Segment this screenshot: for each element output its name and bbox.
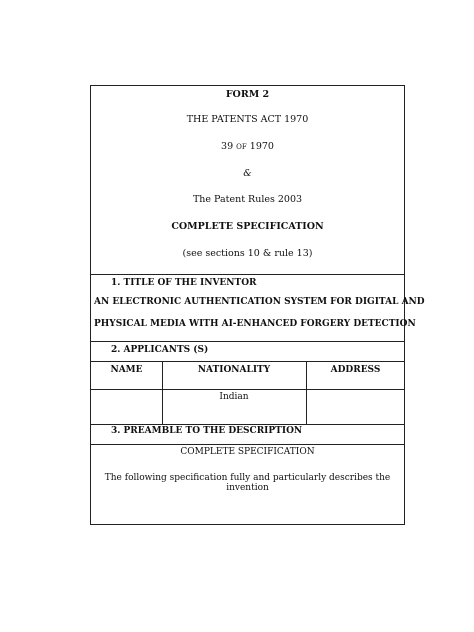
column-divider — [162, 361, 163, 424]
section1-heading: 1. TITLE OF THE INVENTOR — [111, 278, 257, 288]
spec-type: COMPLETE SPECIFICATION — [171, 221, 324, 232]
sections-ref: (see sections 10 & rule 13) — [182, 248, 313, 259]
divider — [91, 341, 404, 342]
preamble-subheading: COMPLETE SPECIFICATION — [180, 447, 315, 457]
divider — [91, 389, 404, 390]
section2-heading: 2. APPLICANTS (S) — [111, 345, 209, 355]
divider — [91, 361, 404, 362]
act-title: THE PATENTS ACT 1970 — [186, 114, 309, 125]
column-header-name: NAME — [110, 365, 143, 375]
column-divider — [306, 361, 307, 424]
act-number — [91, 141, 404, 152]
invention-title-line2: PHYSICAL MEDIA WITH AI-ENHANCED FORGERY DETECTION — [94, 319, 416, 329]
ampersand: & — [243, 168, 252, 179]
patent-form — [90, 85, 425, 525]
divider — [91, 424, 404, 425]
act-number-post: 1970 — [246, 141, 274, 152]
applicant-nationality-cell: Indian — [219, 392, 249, 402]
column-header-nationality: NATIONALITY — [197, 365, 271, 375]
form-number: FORM 2 — [225, 89, 270, 100]
column-header-address: ADDRESS — [330, 365, 381, 375]
divider — [91, 444, 404, 445]
section3-heading: 3. PREAMBLE TO THE DESCRIPTION — [111, 426, 303, 436]
rules-title: The Patent Rules 2003 — [192, 194, 303, 205]
invention-title-line1: AN ELECTRONIC AUTHENTICATION SYSTEM FOR DIGITAL AND — [94, 297, 425, 307]
preamble-text: The following specification fully and particularly describes the invention — [104, 473, 391, 493]
act-number-pre: 39 — [221, 141, 237, 152]
divider — [91, 274, 404, 275]
act-number-of: of — [236, 141, 247, 152]
